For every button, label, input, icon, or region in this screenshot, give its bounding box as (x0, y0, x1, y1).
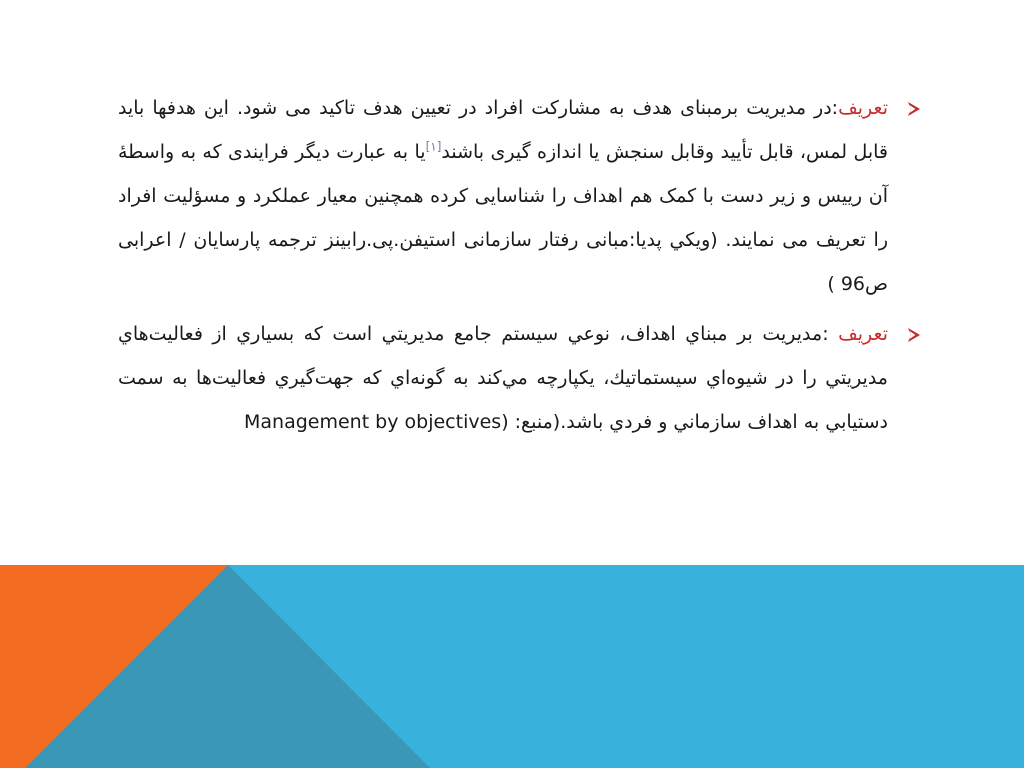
bullet-item-definition-1 (118, 86, 924, 306)
definition-text: :در مدیریت برمبنای هدف به مشارکت افراد در تعیین هدف تاکید می شود. این هدفها باید قابل لمس، قابل تأیید وقابل سنجش یا اندازه گیری باشند (118, 97, 888, 163)
arrow-bullet-icon (904, 100, 922, 118)
bullet-item-definition-2 (118, 312, 924, 444)
decorative-footer-shapes (0, 565, 1024, 768)
definition-term: تعریف (838, 97, 888, 119)
arrow-bullet-icon (904, 326, 922, 344)
source-latin-text: Management by objectives) (243, 411, 509, 433)
definition-text-continued: یا به عبارت دیگر فرایندی که به واسطۀ آن رییس و زیر دست با کمک هم اهداف را شناسایی کرده همچنین معیار عملکرد و مسؤلیت افراد را تعریف می نمایند. (ويكي پديا:مبانی رفتار سازمانی استیفن.پی.رابینز ترجمه پارسایان / اعرابی ص96 ) (118, 141, 888, 295)
slide-content (118, 86, 924, 450)
definition-term: تعریف (838, 323, 888, 345)
definition-text: :مديريت بر مبناي اهداف، نوعي سيستم جامع مديريتي است كه بسياري از فعاليت‌هاي مديريتي را در شيوه‌اي سيستماتيك، يكپارچه مي‌كند به گونه‌اي كه جهت‌گيري فعاليت‌ها به سمت دستيابي به اهداف سازماني و فردي باشد.(منبع: (118, 323, 888, 433)
footnote-reference-link[interactable]: [۱] (425, 139, 442, 154)
